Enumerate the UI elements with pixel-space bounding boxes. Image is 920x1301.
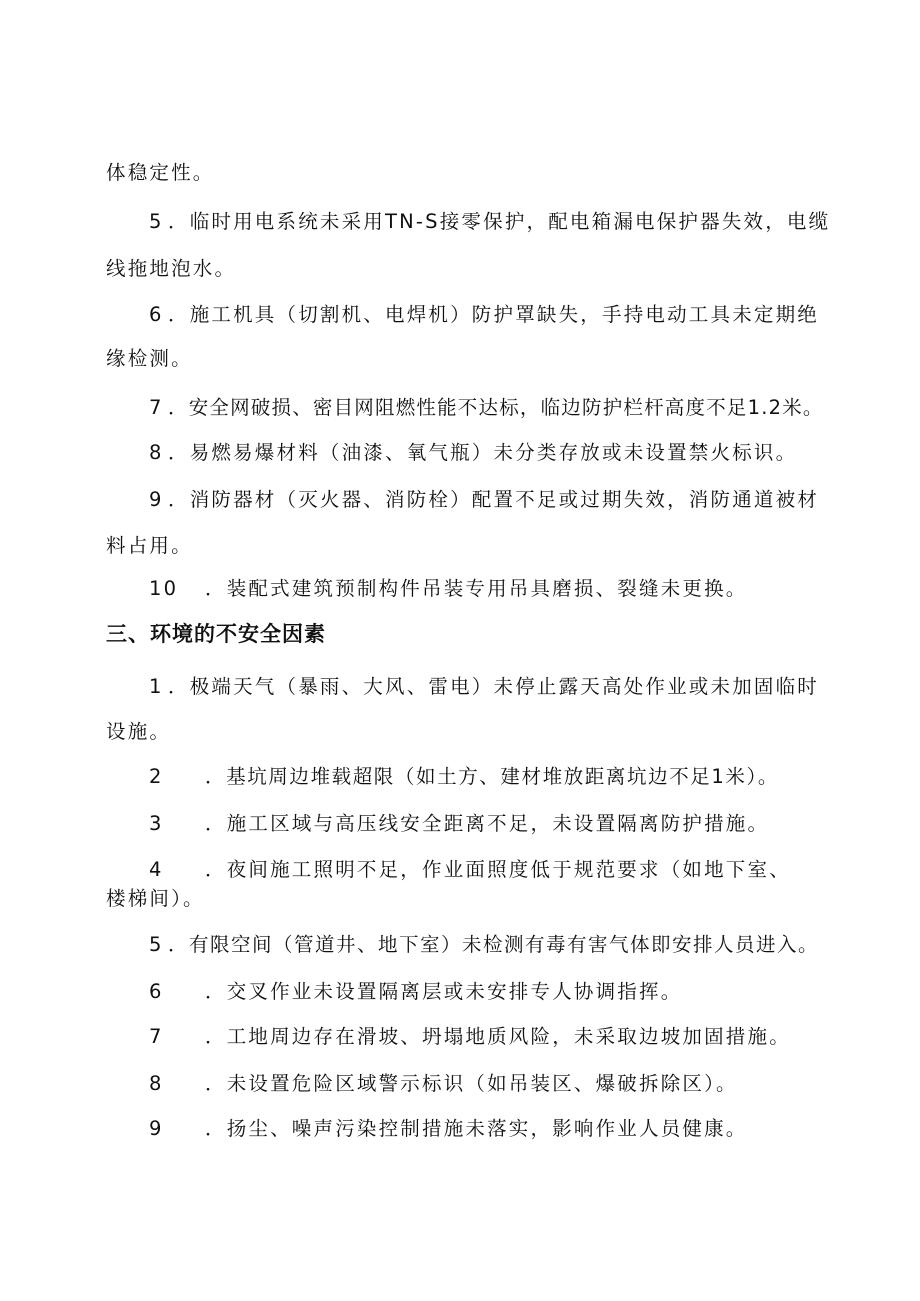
item-number: 5 (149, 210, 164, 233)
item-number: 4 (149, 858, 164, 881)
item-text: ．工地周边存在滑坡、坍塌地质风险，未采取边坡加固措施。 (205, 1025, 791, 1048)
item-text: ．易燃易爆材料（油漆、氧气瓶）未分类存放或未设置禁火标识。 (168, 441, 798, 464)
item-number: 6 (149, 980, 164, 1003)
item-text: ．扬尘、噪声污染控制措施未落实，影响作业人员健康。 (205, 1117, 748, 1140)
item-number: 8 (149, 1072, 164, 1095)
item-text: ．交叉作业未设置隔离层或未安排专人协调指挥。 (205, 980, 683, 1003)
item-number: 9 (149, 1117, 164, 1140)
item-text-continued: 设施。 (106, 720, 172, 743)
item-number: 9 (149, 488, 164, 511)
item-text: ．装配式建筑预制构件吊装专用吊具磨损、裂缝未更换。 (205, 577, 748, 600)
item-text: ．施工机具（切割机、电焊机）防护罩缺失，手持电动工具未定期绝 (168, 303, 820, 326)
item-text-continued: 线拖地泡水。 (106, 257, 237, 280)
item-text: ．临时用电系统未采用TN-S接零保护，配电箱漏电保护器失效，电缆 (168, 210, 831, 233)
item-text-continued: 料占用。 (106, 534, 193, 557)
item-number: 5 (149, 933, 164, 956)
item-text: ．消防器材（灭火器、消防栓）配置不足或过期失效，消防通道被材 (168, 488, 820, 511)
item-number: 3 (149, 812, 164, 835)
item-number: 10 (149, 577, 179, 600)
item-text: ．有限空间（管道井、地下室）未检测有毒有害气体即安排人员进入。 (168, 933, 820, 956)
item-number: 1 (149, 675, 164, 698)
item-number: 8 (149, 441, 164, 464)
item-text: ．极端天气（暴雨、大风、雷电）未停止露天高处作业或未加固临时 (168, 675, 820, 698)
item-text: ．安全网破损、密目网阻燃性能不达标，临边防护栏杆高度不足1.2米。 (168, 396, 824, 419)
item-text-continued: 楼梯间）。 (106, 887, 205, 910)
item-number: 6 (149, 303, 164, 326)
item-number: 7 (149, 1025, 164, 1048)
item-text-continued: 缘检测。 (106, 347, 193, 370)
item-number: 7 (149, 396, 164, 419)
item-text: ．夜间施工照明不足，作业面照度低于规范要求（如地下室、 (205, 858, 791, 881)
item-text: ．基坑周边堆载超限（如土方、建材堆放距离坑边不足1米）。 (205, 765, 779, 788)
continuation-text: 体稳定性。 (106, 161, 215, 184)
section-heading: 三、环境的不安全因素 (106, 622, 326, 646)
item-text: ．未设置危险区域警示标识（如吊装区、爆破拆除区）。 (205, 1072, 738, 1095)
item-number: 2 (149, 765, 164, 788)
item-text: ．施工区域与高压线安全距离不足，未设置隔离防护措施。 (205, 812, 770, 835)
